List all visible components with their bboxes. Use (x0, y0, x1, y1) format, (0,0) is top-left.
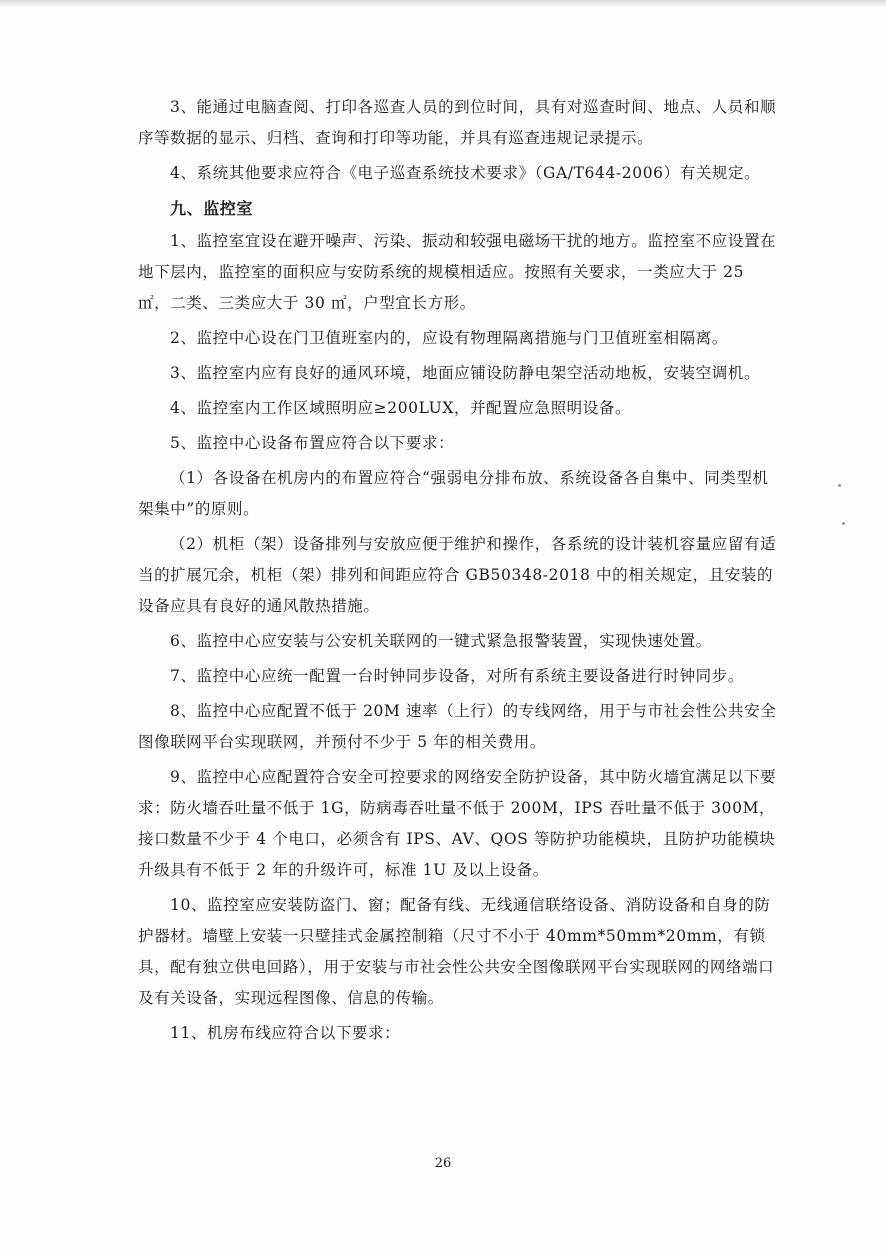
section-heading: 九、监控室 (170, 199, 254, 218)
paragraph: 8、监控中心应配置不低于 20M 速率（上行）的专线网络，用于与市社会性公共安全图像联网平台实现联网，并预付不少于 5 年的相关费用。 (138, 702, 777, 751)
paragraph: （2）机柜（架）设备排列与安放应便于维护和操作，各系统的设计装机容量应留有适当的扩展冗余，机柜（架）排列和间距应符合 GB50348-2018 中的相关规定，且安装的设备应具有良好的通风散热措施。 (138, 535, 777, 615)
scan-speck (842, 522, 845, 525)
page-number: 26 (434, 1156, 452, 1171)
paragraph: 10、监控室应安装防盗门、窗；配备有线、无线通信联络设备、消防设备和自身的防护器材。墙壁上安装一只壁挂式金属控制箱（尺寸不小于 40mm*50mm*20mm，有锁具，配有独立供电回路），用于安装与市社会性公共安全图像联网平台实现联网的网络端口及有关设备，实现远程图像、信息的传输。 (138, 896, 775, 1007)
paragraph: 2、监控中心设在门卫值班室内的，应设有物理隔离措施与门卫值班室相隔离。 (170, 329, 728, 347)
scan-speck (838, 484, 841, 487)
scan-top-edge (0, 0, 886, 8)
paragraph: 1、监控室宜设在避开噪声、污染、振动和较强电磁场干扰的地方。监控室不应设置在地下层内，监控室的面积应与安防系统的规模相适应。按照有关要求，一类应大于 25 ㎡，二类、三类应大于 30 ㎡，户型宜长方形。 (138, 232, 777, 312)
paragraph: 4、系统其他要求应符合《电子巡查系统技术要求》（GA/T644-2006）有关规定。 (170, 164, 761, 182)
paragraph: 6、监控中心应安装与公安机关联网的一键式紧急报警装置，实现快速处置。 (170, 632, 712, 650)
paragraph: 9、监控中心应配置符合安全可控要求的网络安全防护设备，其中防火墙宜满足以下要求：防火墙吞吐量不低于 1G，防病毒吞吐量不低于 200M，IPS 吞吐量不低于 300M，接口数量不少于 4 个电口，必须含有 IPS、AV、QOS 等防护功能模块，且防护功能模块升级具有不低于 2 年的升级许可，标准 1U 及以上设备。 (138, 768, 777, 879)
paragraph: （1）各设备在机房内的布置应符合“强弱电分排布放、系统设备各自集中、同类型机架集中”的原则。 (138, 469, 769, 518)
paragraph: 3、能通过电脑查阅、打印各巡查人员的到位时间，具有对巡查时间、地点、人员和顺序等数据的显示、归档、查询和打印等功能，并具有巡查违规记录提示。 (138, 98, 777, 147)
paragraph: 7、监控中心应统一配置一台时钟同步设备，对所有系统主要设备进行时钟同步。 (170, 667, 744, 685)
document-body (138, 92, 778, 1053)
paragraph: 11、机房布线应符合以下要求： (170, 1024, 401, 1042)
paragraph: 3、监控室内应有良好的通风环境，地面应铺设防静电架空活动地板，安装空调机。 (170, 364, 761, 382)
paragraph: 5、监控中心设备布置应符合以下要求： (170, 434, 455, 452)
paragraph: 4、监控室内工作区域照明应≥200LUX，并配置应急照明设备。 (170, 399, 632, 417)
